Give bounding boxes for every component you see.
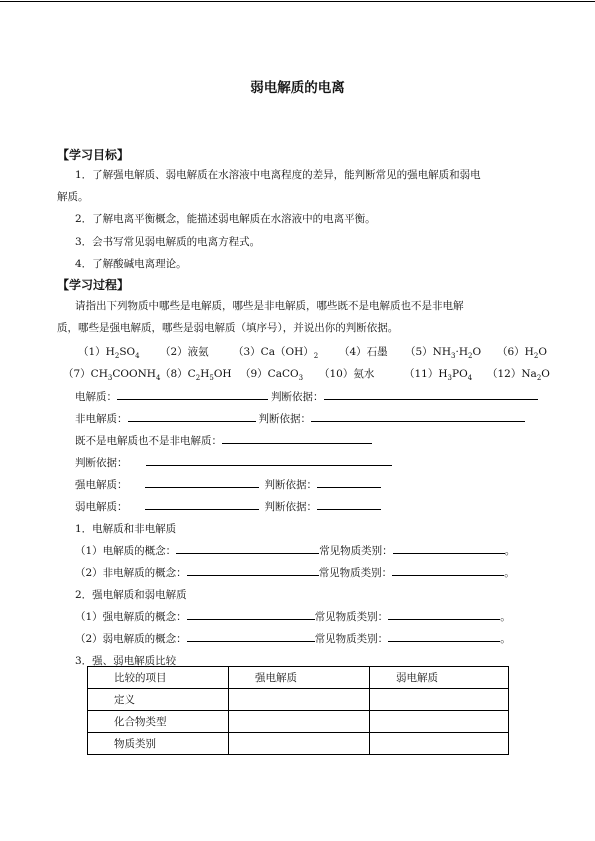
electrolyte-blank[interactable] [117,389,268,400]
common-category-label: 常见物质类别： [314,633,389,645]
section1-q2 [75,565,515,580]
substance-10: （10）氨水 [319,368,375,380]
basis-label: 判断依据： [271,391,324,403]
non-electrolyte-concept-label: （2）非电解质的概念： [75,567,187,579]
strong-blank[interactable] [145,477,259,488]
section2-title: 2．强电解质和弱电解质 [75,589,187,601]
table-header-row [88,667,509,689]
table-cell: 定义 [88,689,229,711]
weak-basis-blank[interactable] [317,499,381,510]
page-title: 弱电解质的电离 [250,80,345,96]
table-cell[interactable] [370,733,509,755]
table-header: 比较的项目 [88,667,229,689]
strong-concept-label: （1）强电解质的概念： [75,611,187,623]
strong-basis-blank[interactable] [317,477,381,488]
electrolyte-concept-label: （1）电解质的概念： [75,545,177,557]
basis-label: 判断依据： [264,479,317,491]
section3-title: 3．强、弱电解质比较 [75,655,177,667]
substance-11: $(11)H_3PO_4$ [404,368,473,383]
objective-3: 3．会书写常见弱电解质的电离方程式。 [75,236,261,248]
section2-q2 [75,631,511,646]
common-category-label: 常见物质类别： [319,545,393,557]
objective-4: 4．了解酸碱电离理论。 [75,258,187,270]
objectives-heading: 【学习目标】 [57,148,130,162]
non-electrolyte-category-blank[interactable] [392,565,504,576]
electrolyte-concept-blank[interactable] [176,543,319,554]
period: 。 [504,545,516,557]
table-cell[interactable] [229,711,370,733]
objective-1-cont: 解质。 [57,191,89,203]
substance-9: （9）CaCO$_3$ [240,368,304,383]
substance-3: $(3)Ca(OH)_2$ [233,346,319,361]
substance-1: $(1)H_2SO_4$ [78,346,140,361]
neither-fill [75,433,372,448]
section1-q1 [75,543,515,558]
basis-label: 判断依据： [75,457,128,469]
substance-12: $(12)Na_2O$ [487,368,550,383]
non-electrolyte-fill [75,411,525,426]
table-row [88,711,509,733]
period: 。 [504,567,515,579]
section2-q1 [75,609,511,624]
substance-7: $(7)CH_3COONH_4$ [63,368,161,383]
section1-title: 1．电解质和非电解质 [75,523,177,535]
table-cell: 物质类别 [88,733,229,755]
weak-label: 弱电解质： [75,501,128,513]
weak-concept-label: （2）弱电解质的概念： [75,633,187,645]
substance-8: $(8)C_2H_5OH$ [160,368,232,383]
table-cell[interactable] [229,733,370,755]
comparison-table [87,666,509,755]
objective-1: 1．了解强电解质、弱电解质在水溶液中电离程度的差异，能判断常见的强电解质和弱电 [75,169,481,181]
intro-line-1: 请指出下列物质中哪些是电解质，哪些是非电解质，哪些既不是电解质也不是非电解 [75,300,464,312]
table-cell: 化合物类型 [88,711,229,733]
table-cell[interactable] [370,711,509,733]
strong-label: 强电解质： [75,479,128,491]
electrolyte-category-blank[interactable] [393,543,505,554]
strong-category-blank[interactable] [388,609,500,620]
table-header: 强电解质 [229,667,370,689]
top-rule [0,1,595,2]
common-category-label: 常见物质类别： [318,567,393,579]
weak-concept-blank[interactable] [187,631,315,642]
neither-label: 既不是电解质也不是非电解质： [75,435,222,447]
period: 。 [500,633,511,645]
period: 。 [500,611,511,623]
neither-basis-fill [75,455,392,470]
basis-label: 判断依据： [258,413,311,425]
common-category-label: 常见物质类别： [314,611,389,623]
basis-label: 判断依据： [264,501,317,513]
weak-category-blank[interactable] [388,631,500,642]
substance-4: （4）石墨 [339,346,388,358]
neither-blank[interactable] [222,433,372,444]
electrolyte-label: 电解质： [75,391,117,403]
substance-5: $(5)NH_3\cdot H_2O$ [405,346,482,361]
substance-6: $(6)H_2O$ [497,346,547,361]
substance-2: （2）液氨 [160,346,209,358]
strong-fill [75,477,381,492]
table-header: 弱电解质 [370,667,509,689]
strong-concept-blank[interactable] [187,609,315,620]
weak-blank[interactable] [145,499,259,510]
process-heading: 【学习过程】 [57,278,130,292]
neither-basis-blank[interactable] [146,455,392,466]
table-row [88,689,509,711]
table-row [88,733,509,755]
electrolyte-basis-blank[interactable] [324,389,538,400]
table-cell[interactable] [229,689,370,711]
non-electrolyte-blank[interactable] [128,411,256,422]
non-electrolyte-basis-blank[interactable] [311,411,525,422]
non-electrolyte-label: 非电解质： [75,413,128,425]
table-cell[interactable] [370,689,509,711]
intro-line-2: 质，哪些是强电解质，哪些是弱电解质（填序号），并说出你的判断依据。 [57,322,399,334]
non-electrolyte-concept-blank[interactable] [187,565,319,576]
weak-fill [75,499,381,514]
electrolyte-fill [75,389,538,404]
objective-2: 2．了解电离平衡概念，能描述弱电解质在水溶液中的电离平衡。 [75,213,376,225]
